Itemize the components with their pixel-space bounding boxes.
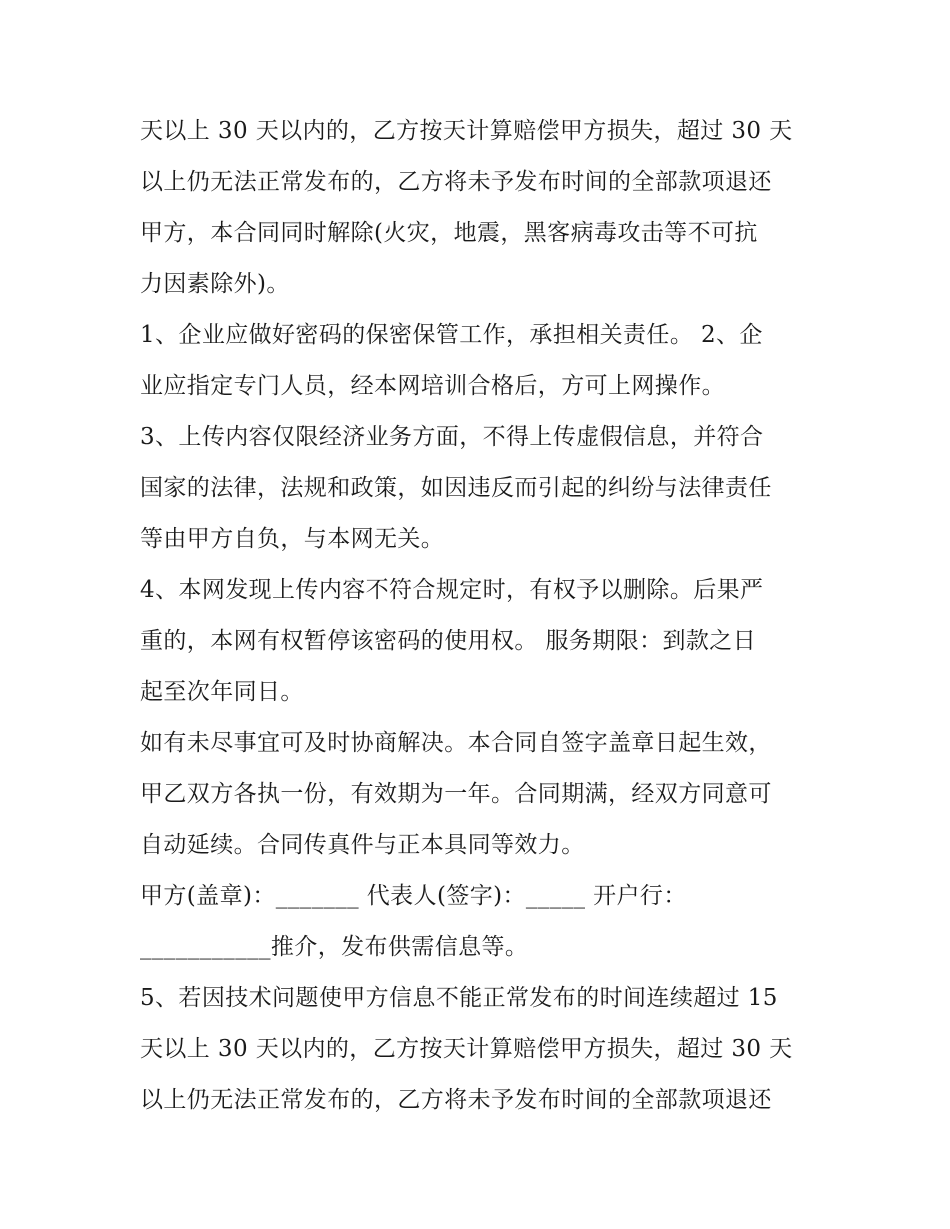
text-line: 甲乙双方各执一份，有效期为一年。合同期满，经双方同意可 xyxy=(140,781,772,807)
text-line: 国家的法律，法规和政策，如因违反而引起的纠纷与法律责任 xyxy=(140,475,772,501)
signature-line: 甲方(盖章)：_______ 代表人(签字)：_____ 开户行： xyxy=(140,883,687,909)
text-line: 力因素除外)。 xyxy=(140,271,290,297)
text-line: 以上仍无法正常发布的，乙方将未予发布时间的全部款项退还 xyxy=(140,169,772,195)
text-line: 重的，本网有权暂停该密码的使用权。 服务期限：到款之日 xyxy=(140,628,757,654)
text-line: 甲方，本合同同时解除(火灾，地震，黑客病毒攻击等不可抗 xyxy=(140,220,758,246)
text-line: 自动延续。合同传真件与正本具同等效力。 xyxy=(140,832,585,858)
text-line: 起至次年同日。 xyxy=(140,679,304,705)
text-line: 3、上传内容仅限经济业务方面，不得上传虚假信息，并符合 xyxy=(140,424,764,450)
text-line: 等由甲方自负，与本网无关。 xyxy=(140,526,445,552)
document-body xyxy=(140,106,820,1126)
text-line: 如有未尽事宜可及时协商解决。本合同自签字盖章日起生效， xyxy=(140,730,772,756)
text-line: 业应指定专门人员，经本网培训合格后，方可上网操作。 xyxy=(140,373,725,399)
text-line: 4、本网发现上传内容不符合规定时，有权予以删除。后果严 xyxy=(140,577,764,603)
text-line: ___________推介，发布供需信息等。 xyxy=(140,934,529,960)
text-line: 天以上 30 天以内的，乙方按天计算赔偿甲方损失，超过 30 天 xyxy=(140,118,793,144)
text-line: 以上仍无法正常发布的，乙方将未予发布时间的全部款项退还 xyxy=(140,1087,772,1113)
text-line: 天以上 30 天以内的，乙方按天计算赔偿甲方损失，超过 30 天 xyxy=(140,1036,793,1062)
text-line: 1、企业应做好密码的保密保管工作，承担相关责任。 2、企 xyxy=(140,322,763,348)
text-line: 5、若因技术问题使甲方信息不能正常发布的时间连续超过 15 xyxy=(140,985,778,1011)
